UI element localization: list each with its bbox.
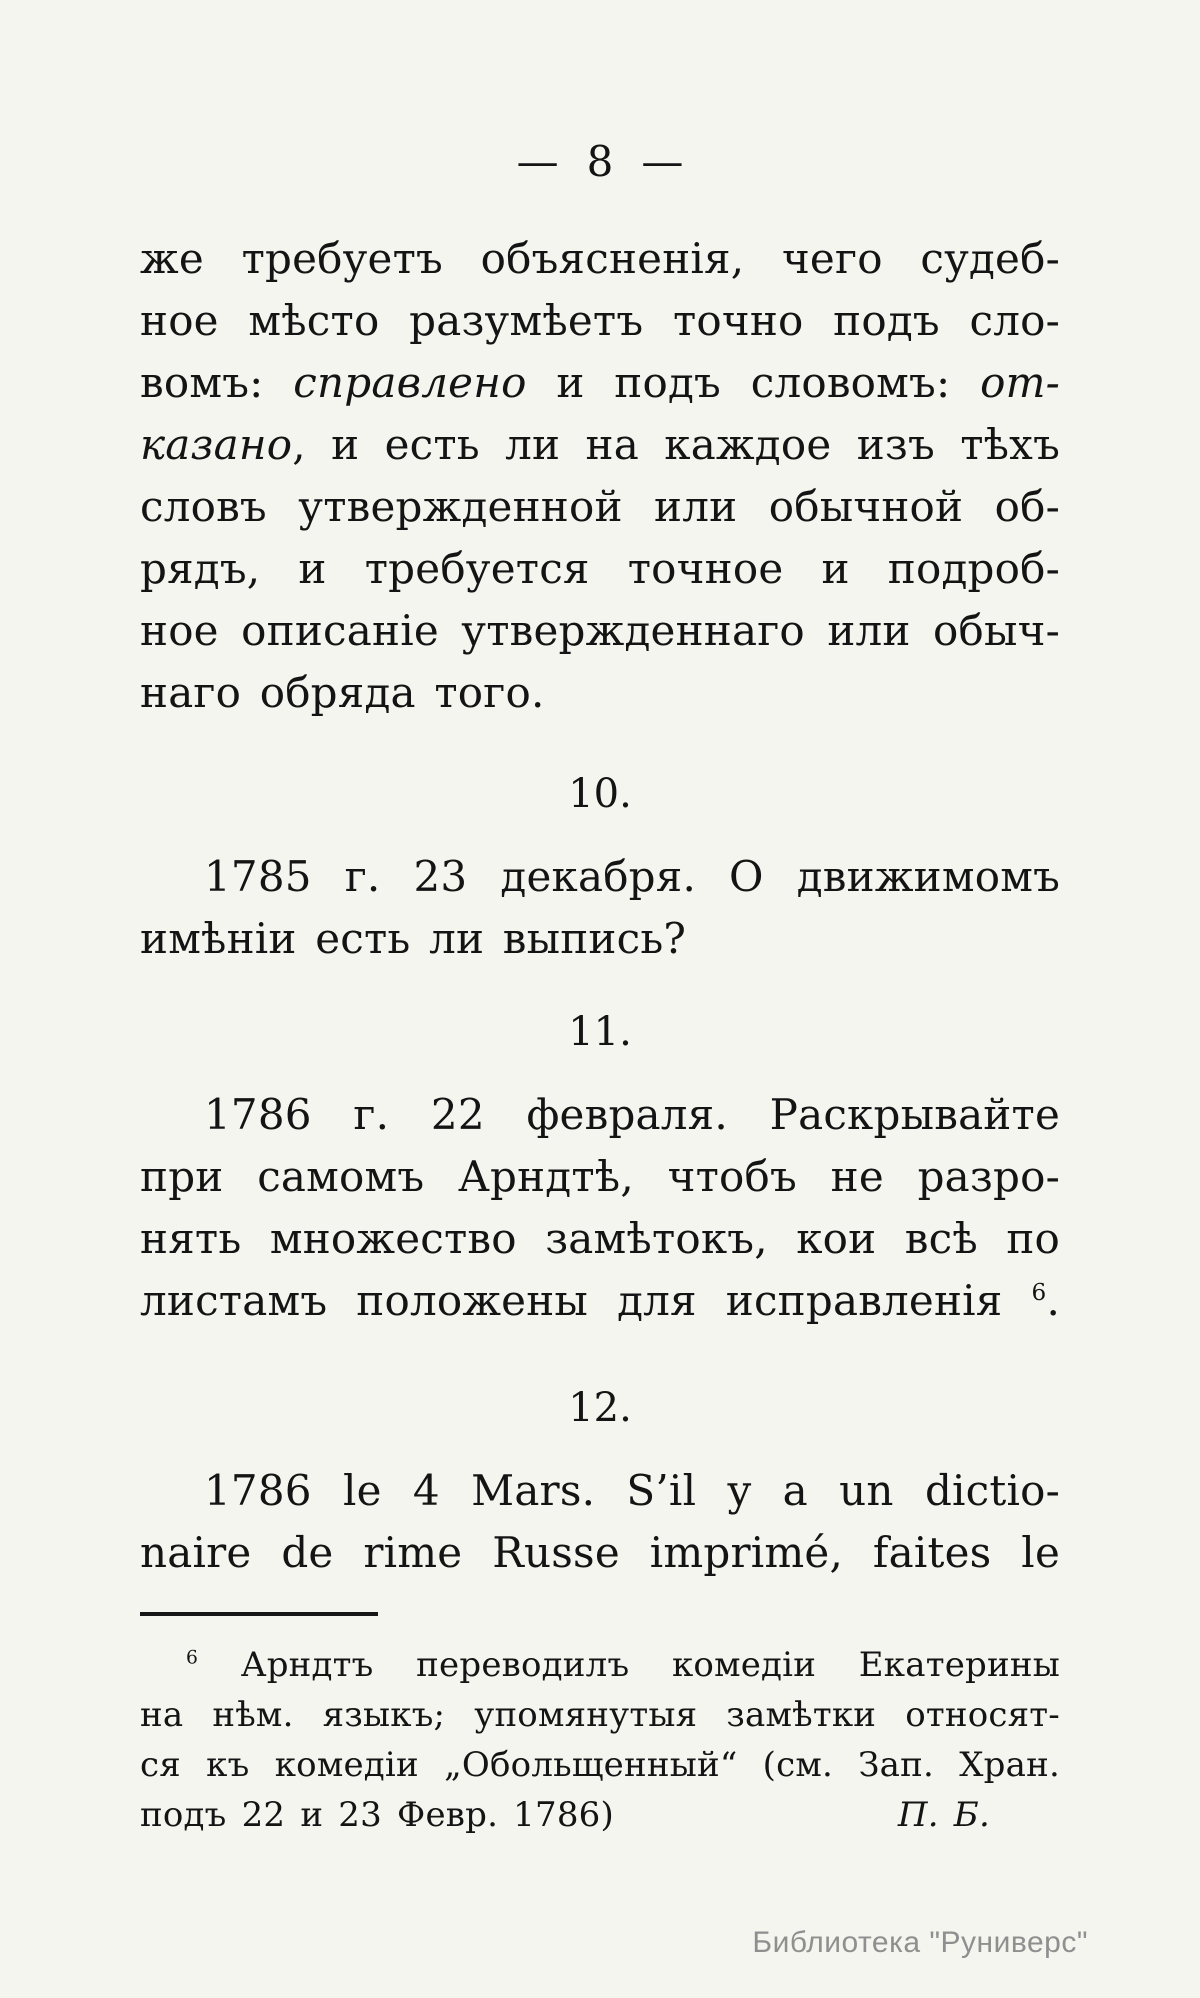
footnote-signature: П. Б. <box>897 1795 990 1835</box>
page-number-dash-right: — <box>641 137 684 186</box>
footnote-last-text: подъ 22 и 23 Февр. 1786) <box>140 1795 614 1835</box>
footnote-line: ся къ комедіи „Обольщенный“ (см. Зап. Хран. <box>140 1745 1060 1785</box>
text-line: наго обряда того. <box>140 668 545 717</box>
footnote-line: $^6$ Арндтъ переводилъ комедіи Екатерины <box>186 1645 1060 1685</box>
text-line: нять множество замѣтокъ, кои всѣ по <box>140 1214 1060 1263</box>
library-watermark: Библиотека "Руниверс" <box>752 1926 1088 1959</box>
page-number-dash-left: — <box>516 137 559 186</box>
page-number-value: 8 <box>586 137 614 186</box>
section-heading-12: 12. <box>568 1385 632 1431</box>
footnote-separator-rule <box>140 1612 378 1616</box>
footnote-line <box>140 1790 1060 1840</box>
text-line: ное описаніе утвержденнаго или обыч- <box>140 606 1060 655</box>
page-number <box>140 136 1060 188</box>
footnote-line: на нѣм. языкъ; упомянутыя замѣтки относят- <box>140 1695 1060 1735</box>
paragraph-section-12 <box>140 1460 1060 1584</box>
text-line: имѣніи есть ли выпись? <box>140 914 687 963</box>
section-heading-11: 11. <box>568 1009 632 1055</box>
text-line: казано, и есть ли на каждое изъ тѣхъ <box>140 420 1060 469</box>
text-line: naire de rime Russe imprimé, faites le <box>140 1528 1060 1577</box>
paragraph-intro <box>140 228 1060 724</box>
text-line: при самомъ Арндтѣ, чтобъ не разро- <box>140 1152 1060 1201</box>
paragraph-section-11 <box>140 1084 1060 1332</box>
text-line: рядъ, и требуется точное и подроб- <box>140 544 1060 593</box>
text-line: 1785 г. 23 декабря. О движимомъ <box>204 852 1060 901</box>
paragraph-section-10 <box>140 846 1060 970</box>
footnote <box>140 1640 1060 1840</box>
text-line: листамъ положены для исправленія $^6$. <box>140 1276 1060 1325</box>
text-line: вомъ: справлено и подъ словомъ: от- <box>140 358 1060 407</box>
text-line: 1786 г. 22 февраля. Раскрывайте <box>204 1090 1060 1139</box>
text-line: словъ утвержденной или обычной об- <box>140 482 1060 531</box>
text-line: ное мѣсто разумѣетъ точно подъ сло- <box>140 296 1060 345</box>
section-heading-10: 10. <box>568 771 632 817</box>
text-line: же требуетъ объясненія, чего судеб- <box>140 234 1060 283</box>
text-line: 1786 le 4 Mars. S’il y a un dictio- <box>204 1466 1060 1515</box>
